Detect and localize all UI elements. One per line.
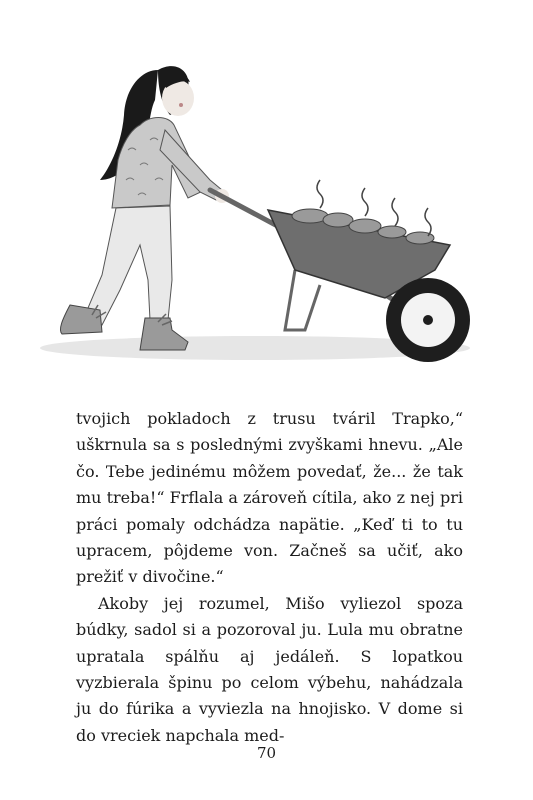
- page-number: 70: [256, 744, 277, 762]
- wheelbarrow-wheel: [386, 278, 470, 362]
- paragraph: tvojich pokladoch z trusu tváril Trapko,“ uškrnula sa s poslednými zvyškami hnevu. „Ale čo. Tebe jedinému môžem povedať, že... že tak mu treba!“ Frflala a zároveň cítila, ako z nej pri práci pomaly odchádza napätie. „Keď ti to tu upracem, pôjdeme von. Začneš sa učiť, ako prežiť v divočine.“: [76, 409, 463, 587]
- girl-boot-right: [140, 318, 188, 350]
- paragraph: Akoby jej rozumel, Mišo vyliezol spoza búdky, sadol si a pozoroval ju. Lula mu obratne upratala spálňu aj jedáleň. S lopatkou vyzbierala špinu po celom výbehu, nahádzala ju do fúrika a vyviezla na hnojisko. V dome si do vreciek napchala med-: [76, 593, 463, 745]
- body-text: [76, 406, 463, 749]
- girl-pushing-wheelbarrow-illustration: [40, 30, 510, 375]
- girl-legs: [85, 206, 172, 325]
